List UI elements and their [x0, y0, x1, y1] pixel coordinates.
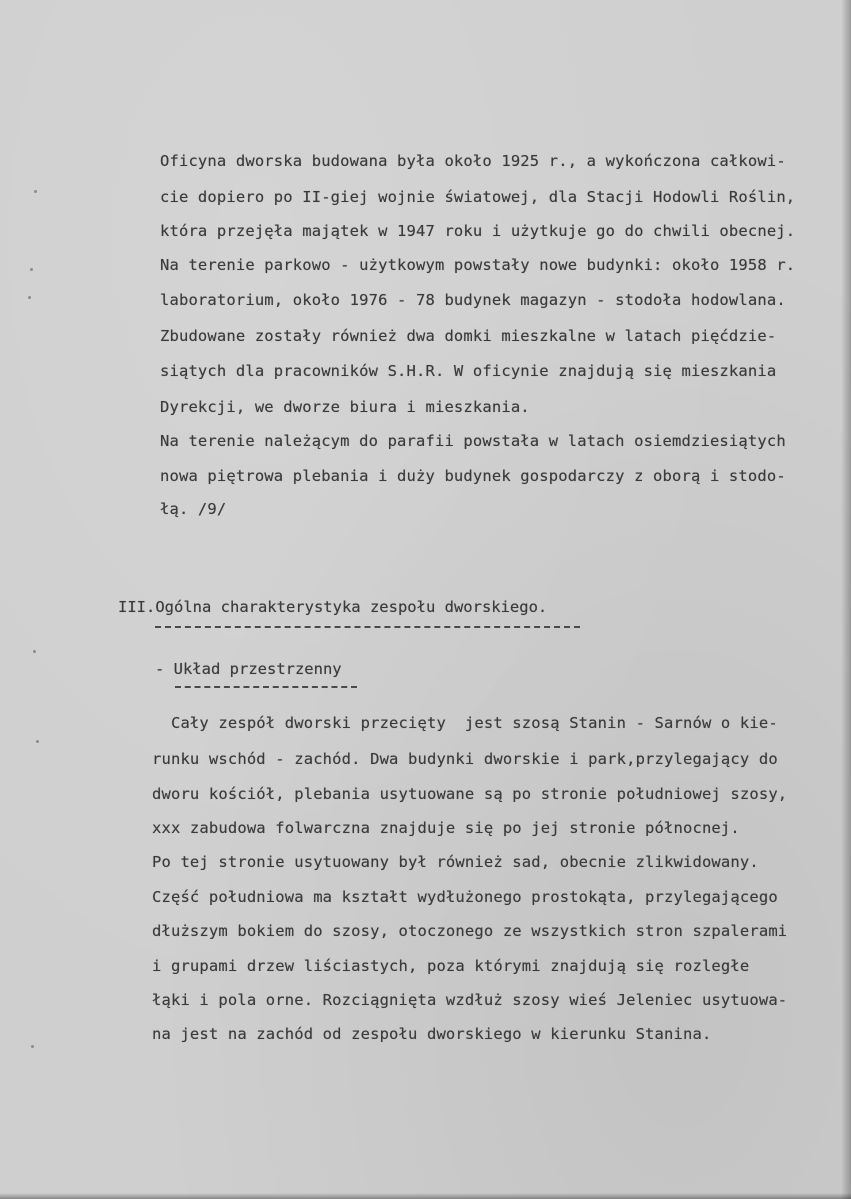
paragraph-3-line: i grupami drzew liściastych, poza którymi znajdują się rozległe	[152, 957, 750, 975]
margin-speck	[33, 650, 36, 653]
page-bottom-edge	[0, 1193, 851, 1199]
margin-speck	[36, 740, 39, 743]
paragraph-1-line: Oficyna dworska budowana była około 1925 r., a wykończona całkowi-	[160, 152, 786, 170]
paragraph-3-line: Część południowa ma kształt wydłużonego prostokąta, przylegającego	[152, 888, 778, 906]
subsection-heading-underline	[175, 686, 357, 688]
margin-speck	[28, 296, 31, 299]
paragraph-1-line: siątych dla pracowników S.H.R. W oficynie znajdują się mieszkania	[160, 362, 777, 380]
paragraph-3-line: na jest na zachód od zespołu dworskiego w kierunku Stanina.	[152, 1025, 712, 1043]
paragraph-2-line: Na terenie należącym do parafii powstała w latach osiemdziesiątych	[160, 432, 786, 450]
paragraph-3-line: Po tej stronie usytuowany był również sad, obecnie zlikwidowany.	[152, 853, 759, 871]
margin-speck	[34, 190, 37, 193]
paragraph-3-line: dłuższym bokiem do szosy, otoczonego ze wszystkich stron szpalerami	[152, 922, 788, 940]
margin-speck	[30, 268, 33, 271]
section-heading-underline	[155, 626, 580, 628]
paragraph-3-line: Cały zespół dworski przecięty jest szosą Stanin - Sarnów o kie-	[152, 714, 778, 732]
paragraph-1-line: Zbudowane zostały również dwa domki mieszkalne w latach pięćdzie-	[160, 327, 777, 345]
paragraph-2-line: łą. /9/	[160, 500, 227, 518]
subsection-heading: - Układ przestrzenny	[155, 660, 342, 678]
margin-speck	[31, 1045, 34, 1048]
paragraph-1-line: cie dopiero po II-giej wojnie światowej, dla Stacji Hodowli Roślin,	[160, 188, 796, 206]
paragraph-1-line: Na terenie parkowo - użytkowym powstały nowe budynki: około 1958 r.	[160, 256, 796, 274]
paragraph-2-line: nowa piętrowa plebania i duży budynek gospodarczy z oborą i stodo-	[160, 467, 786, 485]
paragraph-1-line: laboratorium, około 1976 - 78 budynek magazyn - stodoła hodowlana.	[160, 291, 786, 309]
paragraph-3-line: dworu kościół, plebania usytuowane są po stronie południowej szosy,	[152, 785, 788, 803]
paragraph-3-line: runku wschód - zachód. Dwa budynki dworskie i park,przylegający do	[152, 750, 778, 768]
section-heading: III.Ogólna charakterystyka zespołu dworskiego.	[118, 598, 548, 616]
paragraph-3-line: xxx zabudowa folwarczna znajduje się po jej stronie północnej.	[152, 819, 740, 837]
paragraph-1-line: Dyrekcji, we dworze biura i mieszkania.	[160, 398, 530, 416]
paragraph-3-line: łąki i pola orne. Rozciągnięta wzdłuż szosy wieś Jeleniec usytuowa-	[152, 991, 788, 1009]
paragraph-1-line: która przejęła majątek w 1947 roku i użytkuje go do chwili obecnej.	[160, 222, 796, 240]
